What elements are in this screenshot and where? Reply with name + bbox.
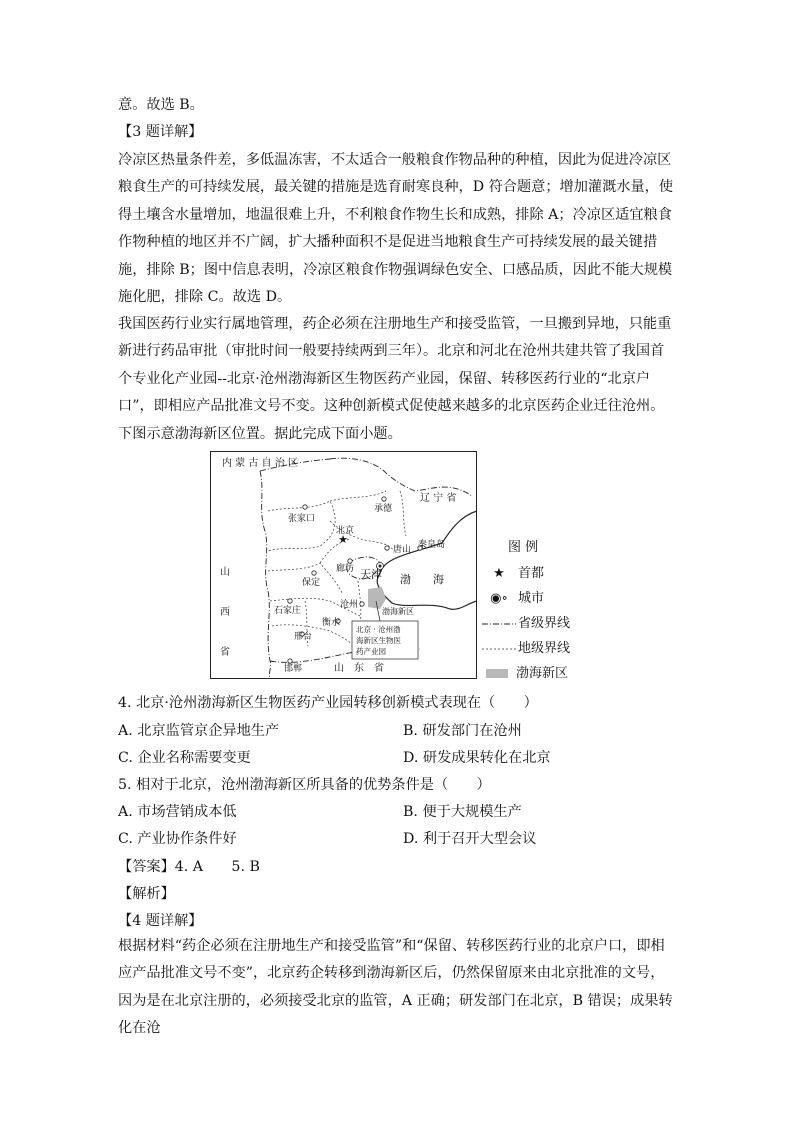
city-dot-icon: ◉∘ [490, 591, 508, 606]
legend-capital: ★ 首都 [480, 562, 544, 584]
label-park-line-2: 海新区生物医 [356, 636, 401, 645]
label-chengde: 承德 [374, 504, 393, 514]
q5-option-a: A. 市场营销成本低 [118, 804, 237, 820]
label-liaoning: 辽 宁 省 [420, 493, 457, 504]
label-beijing: 北京 [336, 526, 355, 536]
label-shanxi-2: 西 [220, 607, 230, 618]
q3-detail-text: 冷凉区热量条件差，多低温冻害，不太适合一般粮食作物品种的种植，因此为促进冷凉区粮食生产的可持续发展，最关键的措施是选育耐寒良种，D 符合题意；增加灌溉水量，使得土壤含水量增加，地温很难上升，不利粮食作物生长和成熟，排除 A；冷凉区适宜粮食作物种植的地区并不广阔，扩大播种面积不是促进当地粮食生产可持续发展的最关键措施，排除 B；图中信息表明，冷凉区粮食作物强调绿色安全、口感品质，因此不能大规模施化肥，排除 C。故选 D。 [118, 152, 674, 306]
label-park-line-3: 药产业园 [356, 647, 386, 656]
passage-text: 我国医药行业实行属地管理，药企必须在注册地生产和接受监管，一旦搬到异地，只能重新进行药品审批（审批时间一般要持续两到三年）。北京和河北在沧州共建共管了我国首个专业化产业园--北京·沧州渤海新区生物医药产业园，保留、转移医药行业的“北京户口”，即相应产品批准文号不变。这种创新模式促使越来越多的北京医药企业迁往沧州。下图示意渤海新区位置。据此完成下面小题。 [118, 316, 672, 442]
star-icon: ★ [493, 566, 505, 581]
label-qinhuangdao: 秦皇岛 [418, 540, 446, 550]
label-baoding: 保定 [302, 578, 321, 588]
label-xingtai: 邢台 [294, 632, 313, 642]
legend-new-area: 渤海新区 [480, 662, 568, 684]
label-handan: 邯郸 [284, 664, 303, 674]
q5-option-c: C. 产业协作条件好 [118, 831, 237, 847]
q4-detail-heading: 【4 题详解】 [118, 913, 203, 929]
legend-province-border: 省级界线 [480, 612, 570, 634]
grey-area-icon [486, 669, 508, 678]
q5-option-d: D. 利于召开大型会议 [403, 831, 537, 847]
answer-line: 【答案】4. A 5. B [118, 859, 260, 875]
q5-option-b: B. 便于大规模生产 [403, 804, 522, 820]
label-inner-mongolia: 内 蒙 古 自 治 区 [222, 458, 298, 469]
label-cangzhou: 沧州 [340, 600, 359, 610]
continuation-text: 意。故选 B。 [118, 97, 204, 113]
legend-title: 图 例 [508, 540, 539, 555]
q5-stem: 5. 相对于北京，沧州渤海新区所具备的优势条件是（ ） [118, 777, 491, 793]
legend-prefecture-border: 地级界线 [480, 637, 570, 659]
label-langfang: 廊坊 [336, 564, 355, 574]
svg-text:★: ★ [338, 533, 348, 546]
label-shandong: 山 东 省 [334, 663, 384, 674]
q4-stem: 4. 北京·沧州渤海新区生物医药产业园转移创新模式表现在（ ） [118, 695, 538, 711]
label-bohai-sea: 渤 海 [400, 573, 444, 586]
q4-option-d: D. 研发成果转化在北京 [403, 750, 551, 766]
label-hengshui: 衡水 [322, 618, 341, 628]
q4-option-b: B. 研发部门在沧州 [403, 723, 522, 739]
label-tianjin: 天津 [360, 568, 382, 581]
label-zhangjiakou: 张家口 [288, 514, 316, 524]
map-legend [480, 536, 600, 686]
label-shanxi-3: 省 [220, 647, 230, 658]
q4-option-a: A. 北京监管京企异地生产 [118, 723, 280, 739]
q4-detail-text: 根据材料“药企必须在注册地生产和接受监管”和“保留、转移医药行业的北京户口，即相应产品批准文号不变”，北京药企转移到渤海新区后，仍然保留原来由北京批准的文号，因为是在北京注册的，必须接受北京的监管，A 正确；研发部门在北京，B 错误；成果转化在沧 [118, 938, 673, 1037]
label-shanxi-1: 山 [220, 567, 230, 578]
dashed-line-icon [480, 643, 518, 655]
label-shijiazhuang: 石家庄 [274, 606, 302, 616]
label-tangshan: 唐山 [393, 545, 412, 555]
dash-dot-line-icon [480, 618, 518, 630]
label-park-line-1: 北京 · 沧州渤 [356, 625, 401, 634]
bohai-new-area-map [210, 451, 477, 679]
q3-detail-heading: 【3 题详解】 [118, 124, 203, 140]
legend-city: ◉∘ 城市 [480, 587, 544, 609]
label-bohai-new-area: 渤海新区 [382, 607, 414, 616]
q4-option-c: C. 企业名称需要变更 [118, 750, 251, 766]
analysis-heading: 【解析】 [118, 886, 175, 902]
